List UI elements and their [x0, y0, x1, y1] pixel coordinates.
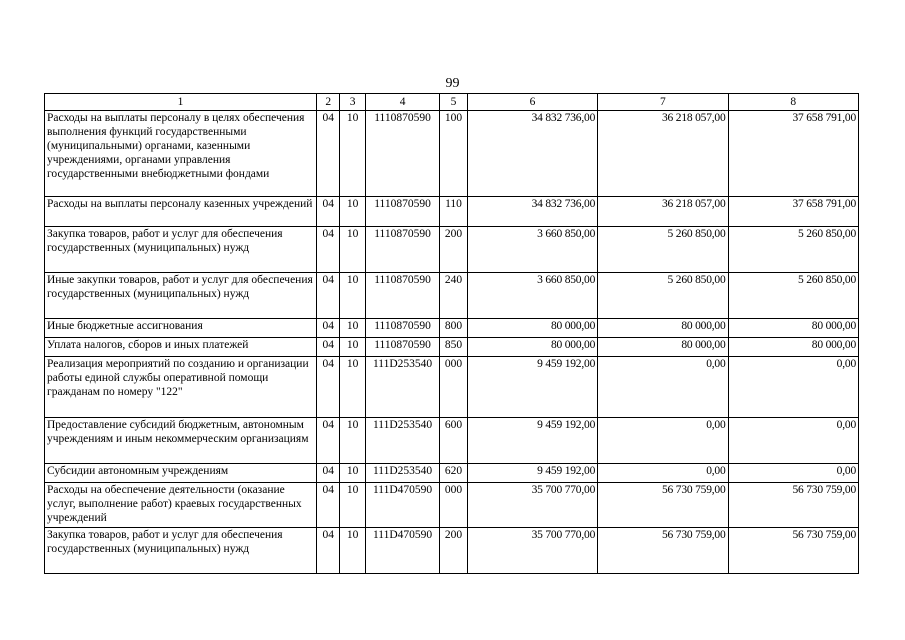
section-code: 04	[317, 357, 340, 418]
expense-type-code: 850	[440, 338, 468, 357]
amount-col-7: 0,00	[598, 464, 728, 483]
amount-col-7: 80 000,00	[598, 338, 728, 357]
amount-col-8: 5 260 850,00	[728, 273, 858, 319]
amount-col-7: 56 730 759,00	[598, 528, 728, 574]
target-article-code: 1110870590	[365, 319, 439, 338]
column-header: 1	[45, 94, 317, 111]
target-article-code: 111D470590	[365, 528, 439, 574]
column-header: 5	[440, 94, 468, 111]
target-article-code: 111D253540	[365, 464, 439, 483]
subsection-code: 10	[340, 273, 365, 319]
amount-col-6: 35 700 770,00	[467, 528, 597, 574]
table-row	[45, 338, 859, 357]
table-row	[45, 418, 859, 464]
expense-name: Расходы на обеспечение деятельности (оказание услуг, выполнение работ) краевых государственных учреждений	[45, 483, 317, 528]
amount-col-8: 5 260 850,00	[728, 227, 858, 273]
table-row	[45, 357, 859, 418]
target-article-code: 1110870590	[365, 273, 439, 319]
amount-col-6: 80 000,00	[467, 338, 597, 357]
table-row	[45, 528, 859, 574]
table-row	[45, 111, 859, 197]
expense-name: Расходы на выплаты персоналу казенных учреждений	[45, 197, 317, 227]
amount-col-6: 34 832 736,00	[467, 111, 597, 197]
amount-col-8: 37 658 791,00	[728, 197, 858, 227]
amount-col-7: 56 730 759,00	[598, 483, 728, 528]
amount-col-6: 9 459 192,00	[467, 357, 597, 418]
expense-name: Реализация мероприятий по созданию и организации работы единой службы оперативной помощи гражданам по номеру "122"	[45, 357, 317, 418]
amount-col-7: 36 218 057,00	[598, 197, 728, 227]
section-code: 04	[317, 338, 340, 357]
expense-type-code: 240	[440, 273, 468, 319]
amount-col-8: 80 000,00	[728, 319, 858, 338]
budget-table	[44, 93, 859, 574]
expense-name: Иные закупки товаров, работ и услуг для обеспечения государственных (муниципальных) нужд	[45, 273, 317, 319]
section-code: 04	[317, 528, 340, 574]
table-row	[45, 464, 859, 483]
target-article-code: 1110870590	[365, 338, 439, 357]
expense-type-code: 000	[440, 357, 468, 418]
target-article-code: 1110870590	[365, 227, 439, 273]
amount-col-8: 0,00	[728, 464, 858, 483]
amount-col-6: 9 459 192,00	[467, 418, 597, 464]
amount-col-8: 80 000,00	[728, 338, 858, 357]
amount-col-7: 0,00	[598, 418, 728, 464]
amount-col-8: 0,00	[728, 357, 858, 418]
expense-type-code: 200	[440, 227, 468, 273]
column-header: 3	[340, 94, 365, 111]
amount-col-6: 3 660 850,00	[467, 273, 597, 319]
target-article-code: 111D470590	[365, 483, 439, 528]
amount-col-8: 56 730 759,00	[728, 528, 858, 574]
expense-type-code: 800	[440, 319, 468, 338]
expense-type-code: 100	[440, 111, 468, 197]
column-header: 8	[728, 94, 858, 111]
amount-col-7: 5 260 850,00	[598, 227, 728, 273]
expense-name: Расходы на выплаты персоналу в целях обеспечения выполнения функций государственными (муниципальными) органами, казенными учреждениями, органами управления государственными внебюджетными фондами	[45, 111, 317, 197]
amount-col-6: 35 700 770,00	[467, 483, 597, 528]
expense-name: Закупка товаров, работ и услуг для обеспечения государственных (муниципальных) нужд	[45, 528, 317, 574]
subsection-code: 10	[340, 227, 365, 273]
expense-type-code: 600	[440, 418, 468, 464]
subsection-code: 10	[340, 319, 365, 338]
expense-name: Закупка товаров, работ и услуг для обеспечения государственных (муниципальных) нужд	[45, 227, 317, 273]
expense-type-code: 620	[440, 464, 468, 483]
subsection-code: 10	[340, 464, 365, 483]
amount-col-6: 34 832 736,00	[467, 197, 597, 227]
target-article-code: 1110870590	[365, 197, 439, 227]
section-code: 04	[317, 273, 340, 319]
table-row	[45, 273, 859, 319]
page-number: 99	[445, 76, 460, 91]
table-header-row	[45, 94, 859, 111]
subsection-code: 10	[340, 338, 365, 357]
expense-name: Уплата налогов, сборов и иных платежей	[45, 338, 317, 357]
expense-name: Субсидии автономным учреждениям	[45, 464, 317, 483]
amount-col-6: 80 000,00	[467, 319, 597, 338]
section-code: 04	[317, 227, 340, 273]
section-code: 04	[317, 319, 340, 338]
section-code: 04	[317, 197, 340, 227]
subsection-code: 10	[340, 197, 365, 227]
amount-col-7: 0,00	[598, 357, 728, 418]
amount-col-8: 0,00	[728, 418, 858, 464]
target-article-code: 111D253540	[365, 418, 439, 464]
section-code: 04	[317, 464, 340, 483]
expense-name: Предоставление субсидий бюджетным, автономным учреждениям и иным некоммерческим организациям	[45, 418, 317, 464]
expense-name: Иные бюджетные ассигнования	[45, 319, 317, 338]
amount-col-6: 3 660 850,00	[467, 227, 597, 273]
column-header: 7	[598, 94, 728, 111]
amount-col-8: 56 730 759,00	[728, 483, 858, 528]
amount-col-6: 9 459 192,00	[467, 464, 597, 483]
subsection-code: 10	[340, 483, 365, 528]
subsection-code: 10	[340, 111, 365, 197]
amount-col-7: 36 218 057,00	[598, 111, 728, 197]
subsection-code: 10	[340, 528, 365, 574]
expense-type-code: 000	[440, 483, 468, 528]
column-header: 4	[365, 94, 439, 111]
table-row	[45, 227, 859, 273]
section-code: 04	[317, 418, 340, 464]
target-article-code: 1110870590	[365, 111, 439, 197]
expense-type-code: 110	[440, 197, 468, 227]
amount-col-7: 80 000,00	[598, 319, 728, 338]
expense-type-code: 200	[440, 528, 468, 574]
section-code: 04	[317, 111, 340, 197]
column-header: 6	[467, 94, 597, 111]
table-row	[45, 319, 859, 338]
column-header: 2	[317, 94, 340, 111]
subsection-code: 10	[340, 418, 365, 464]
table-row	[45, 483, 859, 528]
section-code: 04	[317, 483, 340, 528]
amount-col-7: 5 260 850,00	[598, 273, 728, 319]
table-row	[45, 197, 859, 227]
target-article-code: 111D253540	[365, 357, 439, 418]
amount-col-8: 37 658 791,00	[728, 111, 858, 197]
subsection-code: 10	[340, 357, 365, 418]
